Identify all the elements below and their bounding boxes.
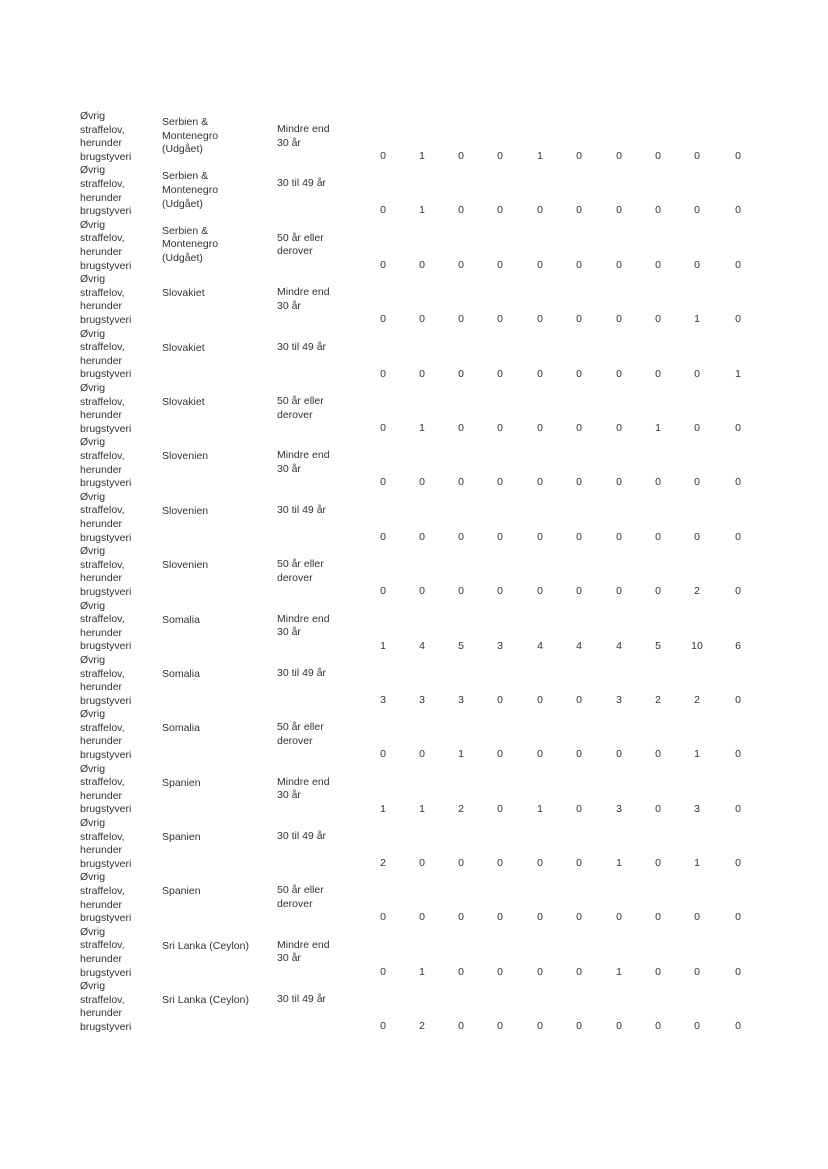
value-cell: 0: [537, 530, 543, 543]
country-cell: Slovakiet: [162, 341, 205, 354]
value-cell: 0: [497, 313, 503, 326]
table-row: [0, 763, 828, 817]
age-group-cell: Mindre end 30 år: [277, 938, 330, 965]
value-cell: 0: [576, 802, 582, 815]
value-cell: 0: [576, 748, 582, 761]
age-group-cell: Mindre end 30 år: [277, 775, 330, 802]
value-cell: 1: [419, 204, 425, 217]
country-cell: Serbien & Montenegro (Udgået): [162, 116, 219, 156]
value-cell: 0: [576, 150, 582, 162]
category-cell: Øvrig straffelov, herunder brugstyveri: [80, 164, 132, 218]
value-cell: 0: [694, 204, 700, 217]
value-cell: 0: [380, 585, 386, 598]
value-cell: 0: [694, 367, 700, 380]
country-cell: Slovenien: [162, 504, 209, 517]
value-cell: 0: [458, 150, 464, 162]
value-cell: 0: [576, 313, 582, 326]
age-group-cell: 30 til 49 år: [277, 666, 327, 679]
value-cell: 0: [616, 911, 622, 924]
value-cell: 0: [380, 911, 386, 924]
value-cell: 2: [380, 857, 386, 870]
value-cell: 4: [419, 639, 425, 652]
value-cell: 3: [616, 693, 622, 706]
value-cell: 1: [537, 150, 543, 162]
category-cell: Øvrig straffelov, herunder brugstyveri: [80, 218, 132, 272]
table-row: [0, 926, 828, 980]
value-cell: 0: [419, 585, 425, 598]
value-cell: 1: [537, 802, 543, 815]
value-cell: 0: [655, 748, 661, 761]
value-cell: 1: [380, 802, 386, 815]
value-cell: 0: [576, 421, 582, 434]
value-cell: 3: [616, 802, 622, 815]
value-cell: 0: [616, 258, 622, 271]
value-cell: 0: [694, 476, 700, 489]
category-cell: Øvrig straffelov, herunder brugstyveri: [80, 599, 132, 653]
value-cell: 0: [380, 530, 386, 543]
value-cell: 0: [419, 530, 425, 543]
value-cell: 0: [694, 1020, 700, 1033]
value-cell: 1: [694, 313, 700, 326]
value-cell: 0: [458, 911, 464, 924]
age-group-cell: 50 år eller derover: [277, 231, 324, 258]
value-cell: 0: [694, 965, 700, 978]
value-cell: 0: [537, 585, 543, 598]
value-cell: 0: [735, 476, 741, 489]
value-cell: 0: [616, 748, 622, 761]
value-cell: 0: [576, 1020, 582, 1033]
value-cell: 2: [694, 693, 700, 706]
value-cell: 0: [497, 204, 503, 217]
age-group-cell: 50 år eller derover: [277, 394, 324, 421]
country-cell: Slovenien: [162, 559, 209, 572]
country-cell: Serbien & Montenegro (Udgået): [162, 224, 219, 264]
table-row: [0, 654, 828, 708]
value-cell: 0: [655, 367, 661, 380]
value-cell: 0: [458, 313, 464, 326]
value-cell: 0: [380, 1020, 386, 1033]
value-cell: 0: [616, 313, 622, 326]
table-row: [0, 491, 828, 545]
country-cell: Somalia: [162, 613, 200, 626]
table-row: [0, 871, 828, 925]
table-row: [0, 110, 828, 164]
value-cell: 0: [735, 857, 741, 870]
country-cell: Spanien: [162, 831, 201, 844]
category-cell: Øvrig straffelov, herunder brugstyveri: [80, 871, 132, 925]
age-group-cell: 50 år eller derover: [277, 884, 324, 911]
value-cell: 4: [616, 639, 622, 652]
value-cell: 0: [735, 802, 741, 815]
category-cell: Øvrig straffelov, herunder brugstyveri: [80, 110, 132, 163]
country-cell: Slovenien: [162, 450, 209, 463]
value-cell: 0: [537, 1020, 543, 1033]
value-cell: 0: [576, 693, 582, 706]
value-cell: 4: [576, 639, 582, 652]
value-cell: 0: [735, 313, 741, 326]
country-cell: Sri Lanka (Ceylon): [162, 939, 249, 952]
value-cell: 1: [616, 965, 622, 978]
value-cell: 0: [458, 476, 464, 489]
value-cell: 0: [616, 1020, 622, 1033]
value-cell: 0: [655, 911, 661, 924]
value-cell: 0: [380, 258, 386, 271]
value-cell: 0: [537, 965, 543, 978]
age-group-cell: Mindre end 30 år: [277, 612, 330, 639]
table-row: [0, 600, 828, 654]
value-cell: 0: [576, 530, 582, 543]
value-cell: 0: [537, 476, 543, 489]
value-cell: 0: [380, 150, 386, 162]
value-cell: 1: [419, 150, 425, 162]
value-cell: 0: [655, 258, 661, 271]
value-cell: 0: [735, 585, 741, 598]
value-cell: 1: [419, 421, 425, 434]
value-cell: 0: [537, 857, 543, 870]
value-cell: 0: [576, 857, 582, 870]
value-cell: 0: [576, 367, 582, 380]
value-cell: 2: [419, 1020, 425, 1033]
value-cell: 0: [694, 258, 700, 271]
table-row: [0, 980, 828, 1034]
value-cell: 1: [655, 421, 661, 434]
table-row: [0, 382, 828, 436]
age-group-cell: 30 til 49 år: [277, 993, 327, 1006]
value-cell: 0: [458, 421, 464, 434]
value-cell: 0: [576, 476, 582, 489]
table-row: [0, 545, 828, 599]
value-cell: 0: [537, 258, 543, 271]
age-group-cell: Mindre end 30 år: [277, 123, 330, 149]
value-cell: 0: [419, 258, 425, 271]
country-cell: Sri Lanka (Ceylon): [162, 994, 249, 1007]
age-group-cell: 30 til 49 år: [277, 340, 327, 353]
category-cell: Øvrig straffelov, herunder brugstyveri: [80, 327, 132, 381]
value-cell: 0: [735, 204, 741, 217]
value-cell: 0: [497, 476, 503, 489]
value-cell: 0: [735, 530, 741, 543]
value-cell: 0: [537, 693, 543, 706]
age-group-cell: 30 til 49 år: [277, 830, 327, 843]
value-cell: 0: [380, 421, 386, 434]
value-cell: 0: [419, 313, 425, 326]
category-cell: Øvrig straffelov, herunder brugstyveri: [80, 381, 132, 435]
value-cell: 1: [458, 748, 464, 761]
value-cell: 1: [694, 857, 700, 870]
value-cell: 3: [694, 802, 700, 815]
value-cell: 1: [419, 965, 425, 978]
value-cell: 1: [380, 639, 386, 652]
value-cell: 0: [735, 693, 741, 706]
value-cell: 0: [616, 530, 622, 543]
value-cell: 0: [537, 421, 543, 434]
value-cell: 0: [419, 857, 425, 870]
value-cell: 0: [458, 258, 464, 271]
value-cell: 0: [497, 802, 503, 815]
country-cell: Slovakiet: [162, 395, 205, 408]
value-cell: 0: [458, 204, 464, 217]
category-cell: Øvrig straffelov, herunder brugstyveri: [80, 653, 132, 707]
value-cell: 0: [458, 965, 464, 978]
value-cell: 0: [694, 911, 700, 924]
value-cell: 0: [380, 476, 386, 489]
value-cell: 0: [458, 585, 464, 598]
value-cell: 2: [655, 693, 661, 706]
category-cell: Øvrig straffelov, herunder brugstyveri: [80, 817, 132, 870]
value-cell: 0: [458, 857, 464, 870]
value-cell: 0: [576, 204, 582, 217]
value-cell: 0: [735, 421, 741, 434]
value-cell: 0: [497, 965, 503, 978]
value-cell: 0: [655, 1020, 661, 1033]
value-cell: 0: [735, 150, 741, 162]
value-cell: 0: [497, 748, 503, 761]
value-cell: 0: [497, 911, 503, 924]
value-cell: 0: [616, 367, 622, 380]
age-group-cell: 30 til 49 år: [277, 177, 327, 190]
value-cell: 6: [735, 639, 741, 652]
value-cell: 0: [735, 965, 741, 978]
value-cell: 0: [380, 367, 386, 380]
value-cell: 0: [537, 367, 543, 380]
value-cell: 0: [419, 748, 425, 761]
value-cell: 0: [497, 1020, 503, 1033]
age-group-cell: 30 til 49 år: [277, 503, 327, 516]
age-group-cell: 50 år eller derover: [277, 721, 324, 747]
value-cell: 5: [655, 639, 661, 652]
category-cell: Øvrig straffelov, herunder brugstyveri: [80, 925, 132, 979]
value-cell: 0: [380, 204, 386, 217]
value-cell: 2: [694, 585, 700, 598]
value-cell: 0: [616, 421, 622, 434]
data-table: [0, 110, 828, 1035]
country-cell: Spanien: [162, 885, 201, 898]
value-cell: 5: [458, 639, 464, 652]
value-cell: 0: [497, 421, 503, 434]
value-cell: 4: [537, 639, 543, 652]
value-cell: 0: [497, 693, 503, 706]
value-cell: 0: [497, 258, 503, 271]
category-cell: Øvrig straffelov, herunder brugstyveri: [80, 762, 132, 816]
value-cell: 0: [655, 857, 661, 870]
value-cell: 2: [458, 802, 464, 815]
table-row: [0, 164, 828, 218]
table-row: [0, 219, 828, 273]
value-cell: 0: [576, 258, 582, 271]
value-cell: 0: [419, 911, 425, 924]
value-cell: 0: [576, 965, 582, 978]
value-cell: 1: [735, 367, 741, 380]
value-cell: 0: [497, 367, 503, 380]
value-cell: 0: [655, 530, 661, 543]
age-group-cell: Mindre end 30 år: [277, 286, 330, 312]
value-cell: 0: [380, 965, 386, 978]
value-cell: 0: [576, 911, 582, 924]
value-cell: 0: [616, 204, 622, 217]
value-cell: 0: [458, 367, 464, 380]
value-cell: 0: [655, 204, 661, 217]
category-cell: Øvrig straffelov, herunder brugstyveri: [80, 490, 132, 544]
value-cell: 0: [655, 585, 661, 598]
value-cell: 0: [616, 476, 622, 489]
category-cell: Øvrig straffelov, herunder brugstyveri: [80, 980, 132, 1034]
value-cell: 0: [380, 748, 386, 761]
age-group-cell: 50 år eller derover: [277, 558, 324, 584]
value-cell: 0: [497, 585, 503, 598]
table-row: [0, 328, 828, 382]
value-cell: 10: [691, 639, 703, 652]
value-cell: 0: [537, 204, 543, 217]
value-cell: 1: [419, 802, 425, 815]
table-row: [0, 273, 828, 327]
value-cell: 0: [616, 150, 622, 162]
value-cell: 0: [537, 748, 543, 761]
value-cell: 0: [655, 150, 661, 162]
value-cell: 0: [655, 313, 661, 326]
table-row: [0, 817, 828, 871]
value-cell: 0: [458, 530, 464, 543]
value-cell: 0: [655, 476, 661, 489]
country-cell: Serbien & Montenegro (Udgået): [162, 170, 219, 210]
value-cell: 0: [497, 150, 503, 162]
value-cell: 0: [576, 585, 582, 598]
value-cell: 0: [694, 150, 700, 162]
category-cell: Øvrig straffelov, herunder brugstyveri: [80, 545, 132, 598]
value-cell: 0: [655, 965, 661, 978]
value-cell: 3: [497, 639, 503, 652]
value-cell: 0: [537, 911, 543, 924]
country-cell: Somalia: [162, 722, 200, 735]
value-cell: 0: [616, 585, 622, 598]
value-cell: 0: [380, 313, 386, 326]
table-row: [0, 708, 828, 762]
value-cell: 0: [458, 1020, 464, 1033]
country-cell: Somalia: [162, 667, 200, 680]
value-cell: 0: [419, 476, 425, 489]
table-row: [0, 436, 828, 490]
value-cell: 0: [735, 1020, 741, 1033]
category-cell: Øvrig straffelov, herunder brugstyveri: [80, 273, 132, 326]
value-cell: 0: [735, 258, 741, 271]
value-cell: 0: [735, 748, 741, 761]
category-cell: Øvrig straffelov, herunder brugstyveri: [80, 436, 132, 490]
value-cell: 0: [419, 367, 425, 380]
value-cell: 3: [419, 693, 425, 706]
value-cell: 3: [380, 693, 386, 706]
country-cell: Slovakiet: [162, 287, 205, 300]
value-cell: 0: [694, 421, 700, 434]
value-cell: 0: [735, 911, 741, 924]
age-group-cell: Mindre end 30 år: [277, 449, 330, 475]
value-cell: 0: [655, 802, 661, 815]
value-cell: 1: [616, 857, 622, 870]
value-cell: 0: [497, 530, 503, 543]
value-cell: 0: [497, 857, 503, 870]
value-cell: 1: [694, 748, 700, 761]
country-cell: Spanien: [162, 776, 201, 789]
category-cell: Øvrig straffelov, herunder brugstyveri: [80, 708, 132, 762]
value-cell: 0: [694, 530, 700, 543]
value-cell: 3: [458, 693, 464, 706]
value-cell: 0: [537, 313, 543, 326]
